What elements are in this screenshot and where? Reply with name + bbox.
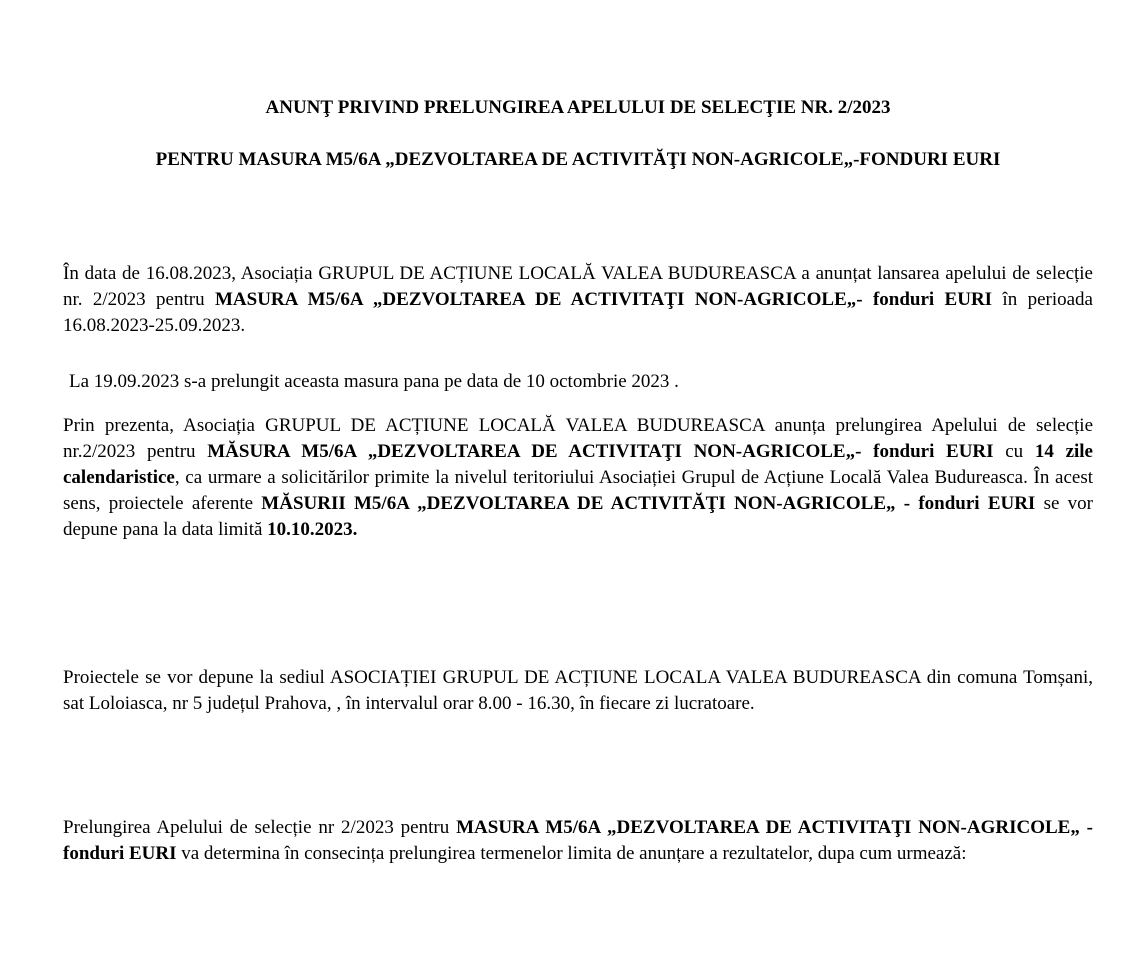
paragraph-submission-location: Proiectele se vor depune la sediul ASOCIAȚIEI GRUPUL DE ACȚIUNE LOCALA VALEA BUDUREASCA din comuna Tomșani, sat Loloiasca, nr 5 județul Prahova, , în intervalul orar 8.00 - 16.30, în fiecare zi lucratoare. <box>63 667 1093 714</box>
paragraph-extension-measure-2: MĂSURII M5/6A „DEZVOLTAREA DE ACTIVITĂŢI NON-AGRICOLE„ - fonduri EURI <box>261 493 1036 514</box>
paragraph-extension-measure: MĂSURA M5/6A „DEZVOLTAREA DE ACTIVITAŢI NON-AGRICOLE„- fonduri EURI <box>207 441 994 462</box>
paragraph-extension-text-1: Prin prezenta, Asociația GRUPUL DE ACȚIUNE LOCALĂ VALEA BUDUREASCA anunța prelungirea Apelului de selecție nr.2/2023 pentru <box>63 415 1093 462</box>
announcement-subtitle: PENTRU MASURA M5/6A „DEZVOLTAREA DE ACTIVITĂŢI NON-AGRICOLE„-FONDURI EURI <box>155 149 1001 170</box>
paragraph-extension-text-4: se vor depune pana la data limită <box>63 493 1093 540</box>
announcement-title: ANUNŢ PRIVIND PRELUNGIREA APELULUI DE SELECŢIE NR. 2/2023 <box>265 97 891 118</box>
paragraph-launch-text-1: În data de 16.08.2023, Asociația GRUPUL DE ACȚIUNE LOCALĂ VALEA BUDUREASCA a anunțat lansarea apelului de selecție nr. 2/2023 pentru <box>63 263 1093 310</box>
paragraph-extension-text-3: , ca urmare a solicitărilor primite la nivelul teritoriului Asociației Grupul de Acțiune Locală Valea Budureasca. În acest sens, proiectele aferente <box>63 467 1093 514</box>
paragraph-consequence-text-2: va determina în consecința prelungirea termenelor limita de anunțare a rezultatelor, dupa cum urmează: <box>176 843 967 864</box>
paragraph-extension-deadline: 10.10.2023. <box>267 519 358 540</box>
paragraph-launch <box>63 261 1093 339</box>
paragraph-consequence-measure: MASURA M5/6A „DEZVOLTAREA DE ACTIVITAŢI NON-AGRICOLE„ - fonduri EURI <box>63 817 1094 864</box>
paragraph-launch-measure: MASURA M5/6A „DEZVOLTAREA DE ACTIVITAŢI NON-AGRICOLE„- fonduri EURI <box>214 289 993 310</box>
paragraph-consequence-text-1: Prelungirea Apelului de selecție nr 2/2023 pentru <box>63 817 457 838</box>
paragraph-extension-days: 14 zile calendaristice <box>63 441 1093 488</box>
paragraph-launch-text-2: în perioada 16.08.2023-25.09.2023. <box>63 289 1093 336</box>
paragraph-extension-text-2: cu <box>993 441 1035 462</box>
paragraph-extension <box>63 413 1093 543</box>
paragraph-first-extension: La 19.09.2023 s-a prelungit aceasta masura pana pe data de 10 octombrie 2023 . <box>69 371 679 392</box>
paragraph-consequence <box>63 815 1093 867</box>
